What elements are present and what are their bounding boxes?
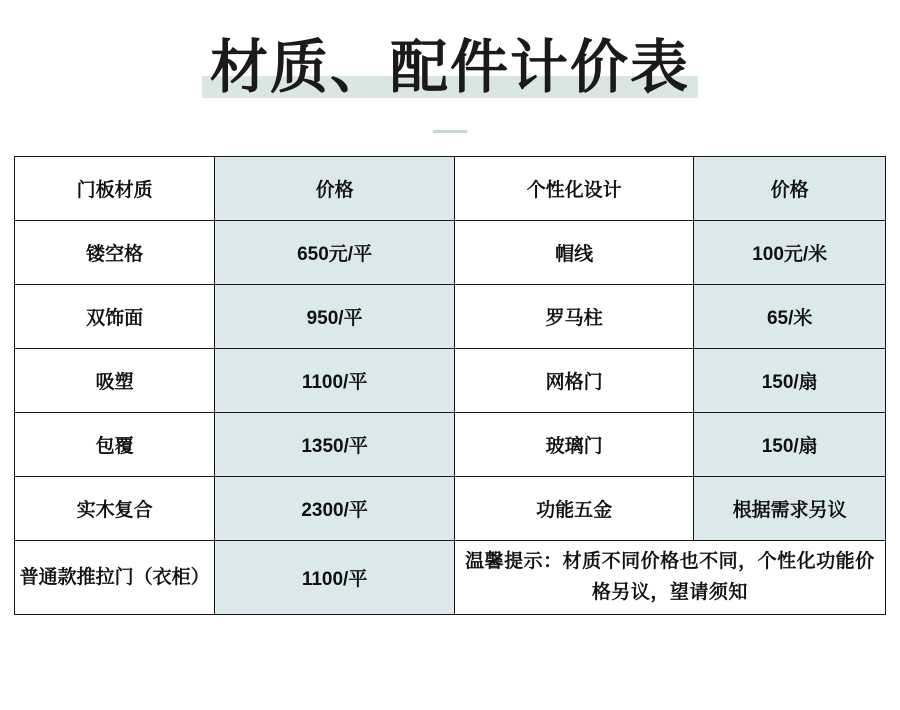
title-block	[0, 0, 900, 102]
table-row	[15, 413, 886, 477]
cell-design: 功能五金	[454, 477, 694, 541]
cell-design: 帽线	[454, 221, 694, 285]
title-divider	[433, 130, 467, 133]
cell-material-price-last: 1100/平	[215, 541, 455, 615]
table-header-row	[15, 157, 886, 221]
column-header-design-price: 价格	[694, 157, 886, 221]
cell-design-price: 150/扇	[694, 413, 886, 477]
table-row	[15, 349, 886, 413]
cell-material: 双饰面	[15, 285, 215, 349]
price-table	[14, 156, 886, 615]
column-header-design: 个性化设计	[454, 157, 694, 221]
cell-material-price: 1100/平	[215, 349, 455, 413]
cell-design: 玻璃门	[454, 413, 694, 477]
cell-design-price: 65/米	[694, 285, 886, 349]
table-row-last	[15, 541, 886, 615]
cell-design-price: 100元/米	[694, 221, 886, 285]
cell-design: 网格门	[454, 349, 694, 413]
page-title-text: 材质、配件计价表	[209, 35, 690, 100]
cell-material-price: 1350/平	[215, 413, 455, 477]
table-row	[15, 285, 886, 349]
column-header-material: 门板材质	[15, 157, 215, 221]
table-note: 温馨提示：材质不同价格也不同，个性化功能价格另议，望请须知	[454, 541, 885, 615]
cell-design: 罗马柱	[454, 285, 694, 349]
cell-material-last: 普通款推拉门（衣柜）	[15, 541, 215, 615]
cell-material: 吸塑	[15, 349, 215, 413]
page-title	[202, 34, 698, 102]
cell-material-price: 950/平	[215, 285, 455, 349]
cell-material: 镂空格	[15, 221, 215, 285]
cell-design-price: 根据需求另议	[694, 477, 886, 541]
title-divider-wrap	[0, 120, 900, 138]
table-row	[15, 221, 886, 285]
cell-material: 包覆	[15, 413, 215, 477]
column-header-material-price: 价格	[215, 157, 455, 221]
table-row	[15, 477, 886, 541]
cell-material-price: 650元/平	[215, 221, 455, 285]
cell-material-price: 2300/平	[215, 477, 455, 541]
cell-design-price: 150/扇	[694, 349, 886, 413]
cell-material: 实木复合	[15, 477, 215, 541]
